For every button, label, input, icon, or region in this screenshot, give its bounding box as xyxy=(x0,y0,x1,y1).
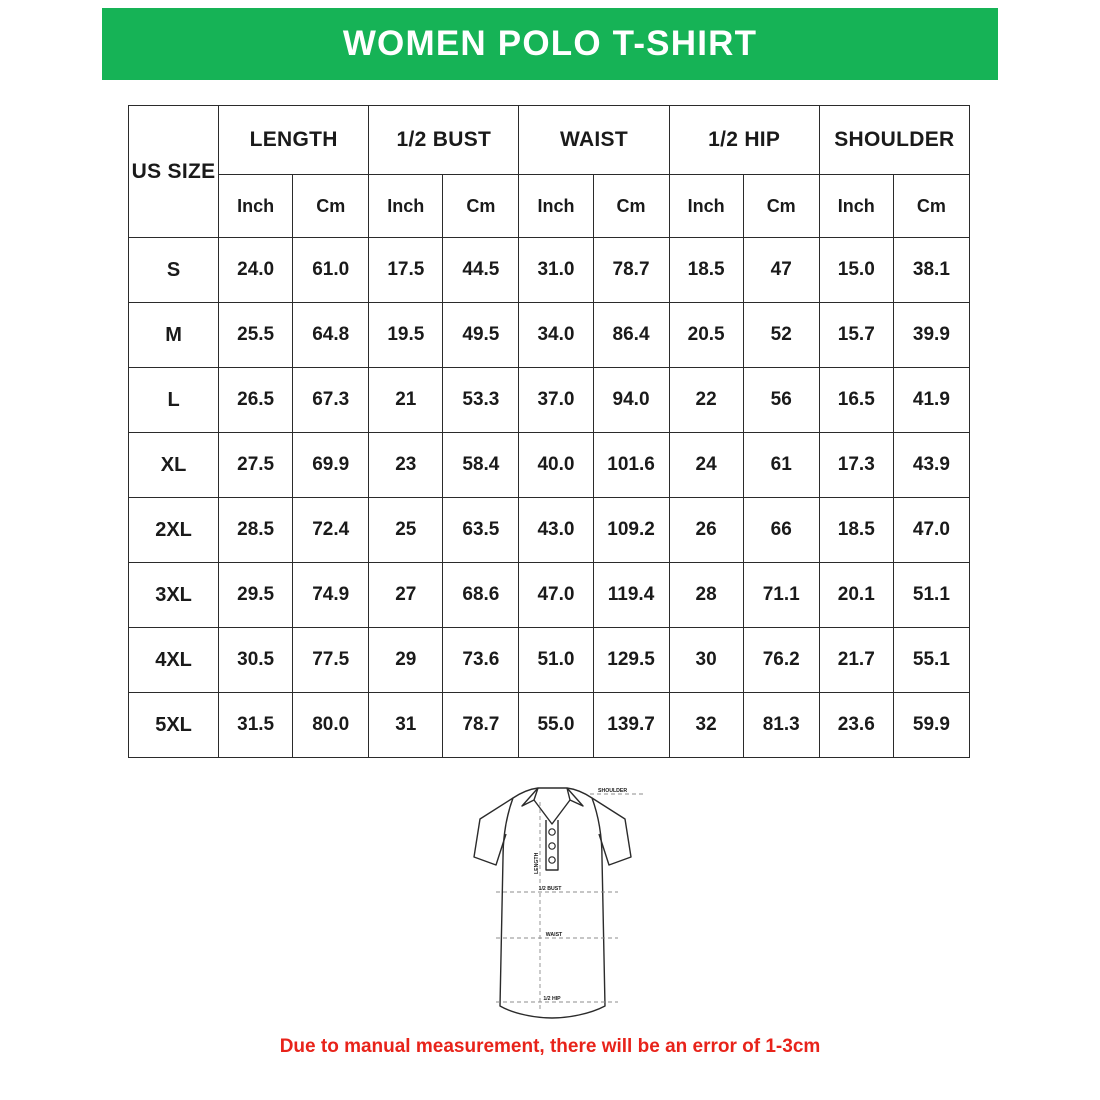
cell-length-inch: 31.5 xyxy=(219,693,293,758)
cell-bust-cm: 49.5 xyxy=(443,303,519,368)
cell-waist-inch: 31.0 xyxy=(519,238,593,303)
column-header-half-bust: 1/2 BUST xyxy=(369,106,519,175)
diagram-label-half-hip: 1/2 HIP xyxy=(543,996,561,1002)
column-header-length: LENGTH xyxy=(219,106,369,175)
cell-waist-cm: 86.4 xyxy=(593,303,669,368)
header-banner xyxy=(102,8,998,80)
unit-label-hip-cm: Cm xyxy=(743,175,819,238)
cell-length-cm: 69.9 xyxy=(293,433,369,498)
cell-hip-cm: 71.1 xyxy=(743,563,819,628)
cell-length-cm: 74.9 xyxy=(293,563,369,628)
table-head xyxy=(129,106,970,238)
cell-shoulder-inch: 18.5 xyxy=(819,498,893,563)
cell-length-inch: 25.5 xyxy=(219,303,293,368)
row-size-label: 3XL xyxy=(129,563,219,628)
unit-label-waist-cm: Cm xyxy=(593,175,669,238)
cell-bust-cm: 44.5 xyxy=(443,238,519,303)
row-size-label: 4XL xyxy=(129,628,219,693)
column-header-shoulder: SHOULDER xyxy=(819,106,969,175)
cell-bust-cm: 63.5 xyxy=(443,498,519,563)
cell-shoulder-cm: 47.0 xyxy=(893,498,969,563)
cell-waist-inch: 40.0 xyxy=(519,433,593,498)
cell-waist-inch: 51.0 xyxy=(519,628,593,693)
cell-waist-cm: 139.7 xyxy=(593,693,669,758)
cell-waist-cm: 78.7 xyxy=(593,238,669,303)
unit-label-waist-inch: Inch xyxy=(519,175,593,238)
cell-shoulder-inch: 17.3 xyxy=(819,433,893,498)
column-header-waist: WAIST xyxy=(519,106,669,175)
unit-label-shoulder-inch: Inch xyxy=(819,175,893,238)
cell-waist-inch: 34.0 xyxy=(519,303,593,368)
polo-shirt-diagram xyxy=(450,762,655,1030)
unit-label-hip-inch: Inch xyxy=(669,175,743,238)
cell-length-inch: 30.5 xyxy=(219,628,293,693)
cell-shoulder-cm: 39.9 xyxy=(893,303,969,368)
cell-length-inch: 29.5 xyxy=(219,563,293,628)
cell-length-cm: 67.3 xyxy=(293,368,369,433)
table-group-header-row xyxy=(129,106,970,175)
table-row xyxy=(129,303,970,368)
cell-bust-inch: 25 xyxy=(369,498,443,563)
row-size-label: M xyxy=(129,303,219,368)
unit-label-shoulder-cm: Cm xyxy=(893,175,969,238)
cell-waist-inch: 37.0 xyxy=(519,368,593,433)
cell-hip-inch: 24 xyxy=(669,433,743,498)
cell-bust-inch: 27 xyxy=(369,563,443,628)
cell-bust-cm: 78.7 xyxy=(443,693,519,758)
table-row xyxy=(129,238,970,303)
column-header-us-size: US SIZE xyxy=(129,106,219,238)
cell-shoulder-inch: 16.5 xyxy=(819,368,893,433)
table-row xyxy=(129,498,970,563)
cell-shoulder-cm: 51.1 xyxy=(893,563,969,628)
table-row xyxy=(129,563,970,628)
cell-bust-cm: 68.6 xyxy=(443,563,519,628)
cell-length-inch: 24.0 xyxy=(219,238,293,303)
cell-hip-inch: 30 xyxy=(669,628,743,693)
unit-label-bust-cm: Cm xyxy=(443,175,519,238)
cell-length-inch: 26.5 xyxy=(219,368,293,433)
cell-shoulder-inch: 21.7 xyxy=(819,628,893,693)
unit-label-length-inch: Inch xyxy=(219,175,293,238)
cell-length-cm: 64.8 xyxy=(293,303,369,368)
row-size-label: 5XL xyxy=(129,693,219,758)
cell-bust-inch: 21 xyxy=(369,368,443,433)
cell-waist-cm: 129.5 xyxy=(593,628,669,693)
cell-bust-cm: 58.4 xyxy=(443,433,519,498)
cell-hip-cm: 81.3 xyxy=(743,693,819,758)
cell-waist-cm: 119.4 xyxy=(593,563,669,628)
cell-bust-inch: 31 xyxy=(369,693,443,758)
cell-waist-inch: 43.0 xyxy=(519,498,593,563)
cell-hip-cm: 61 xyxy=(743,433,819,498)
cell-shoulder-inch: 15.7 xyxy=(819,303,893,368)
cell-bust-inch: 17.5 xyxy=(369,238,443,303)
cell-shoulder-cm: 41.9 xyxy=(893,368,969,433)
cell-hip-cm: 66 xyxy=(743,498,819,563)
cell-bust-inch: 19.5 xyxy=(369,303,443,368)
cell-shoulder-cm: 38.1 xyxy=(893,238,969,303)
row-size-label: S xyxy=(129,238,219,303)
row-size-label: XL xyxy=(129,433,219,498)
cell-hip-inch: 18.5 xyxy=(669,238,743,303)
cell-bust-cm: 73.6 xyxy=(443,628,519,693)
unit-label-bust-inch: Inch xyxy=(369,175,443,238)
table-row xyxy=(129,433,970,498)
measurement-disclaimer: Due to manual measurement, there will be an error of 1-3cm xyxy=(279,1036,821,1057)
table-row xyxy=(129,368,970,433)
cell-shoulder-inch: 20.1 xyxy=(819,563,893,628)
table-row xyxy=(129,628,970,693)
cell-shoulder-cm: 43.9 xyxy=(893,433,969,498)
cell-bust-cm: 53.3 xyxy=(443,368,519,433)
cell-hip-inch: 20.5 xyxy=(669,303,743,368)
cell-bust-inch: 29 xyxy=(369,628,443,693)
cell-hip-inch: 22 xyxy=(669,368,743,433)
cell-hip-inch: 26 xyxy=(669,498,743,563)
cell-shoulder-inch: 23.6 xyxy=(819,693,893,758)
cell-waist-inch: 55.0 xyxy=(519,693,593,758)
cell-shoulder-inch: 15.0 xyxy=(819,238,893,303)
cell-waist-cm: 109.2 xyxy=(593,498,669,563)
cell-shoulder-cm: 55.1 xyxy=(893,628,969,693)
cell-waist-cm: 94.0 xyxy=(593,368,669,433)
size-table xyxy=(128,105,970,758)
cell-shoulder-cm: 59.9 xyxy=(893,693,969,758)
column-header-half-hip: 1/2 HIP xyxy=(669,106,819,175)
cell-hip-cm: 76.2 xyxy=(743,628,819,693)
diagram-label-waist: WAIST xyxy=(545,932,563,938)
cell-hip-cm: 47 xyxy=(743,238,819,303)
cell-hip-cm: 52 xyxy=(743,303,819,368)
size-table-container xyxy=(128,105,970,758)
table-unit-header-row xyxy=(129,175,970,238)
row-size-label: 2XL xyxy=(129,498,219,563)
cell-hip-inch: 28 xyxy=(669,563,743,628)
row-size-label: L xyxy=(129,368,219,433)
cell-length-cm: 72.4 xyxy=(293,498,369,563)
cell-waist-cm: 101.6 xyxy=(593,433,669,498)
unit-label-length-cm: Cm xyxy=(293,175,369,238)
cell-waist-inch: 47.0 xyxy=(519,563,593,628)
cell-hip-inch: 32 xyxy=(669,693,743,758)
diagram-label-shoulder: SHOULDER xyxy=(598,788,628,794)
cell-hip-cm: 56 xyxy=(743,368,819,433)
page-title: WOMEN POLO T-SHIRT xyxy=(342,24,758,63)
diagram-label-half-bust: 1/2 BUST xyxy=(538,886,562,892)
cell-length-inch: 27.5 xyxy=(219,433,293,498)
cell-length-cm: 77.5 xyxy=(293,628,369,693)
cell-bust-inch: 23 xyxy=(369,433,443,498)
table-body xyxy=(129,238,970,758)
cell-length-cm: 80.0 xyxy=(293,693,369,758)
table-row xyxy=(129,693,970,758)
cell-length-cm: 61.0 xyxy=(293,238,369,303)
cell-length-inch: 28.5 xyxy=(219,498,293,563)
diagram-label-length: LENGTH xyxy=(534,852,540,874)
